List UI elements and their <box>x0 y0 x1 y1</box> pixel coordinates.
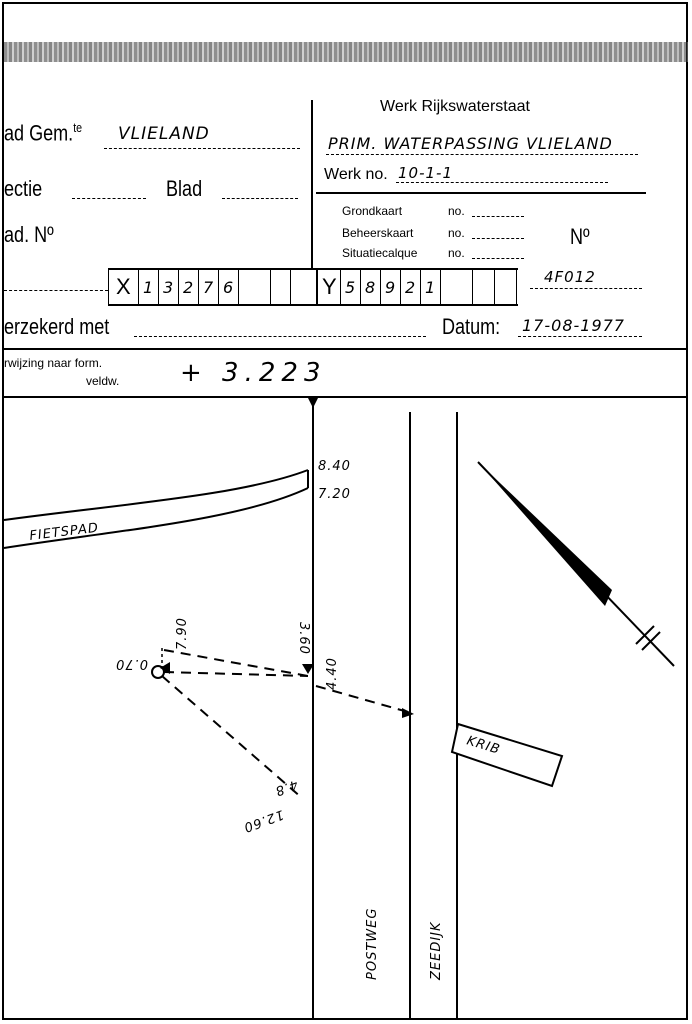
measure-360: 3.60 <box>296 622 311 655</box>
measure-790: 7.90 <box>175 617 190 650</box>
verwijzing-label: rwijzing naar form. <box>4 356 103 370</box>
veldw-label: veldw. <box>86 374 120 388</box>
situatiecalque-no-label: no. <box>448 246 465 260</box>
y-digit: 8 <box>365 278 376 297</box>
measure-070: 0.70 <box>115 656 148 671</box>
measure-1260: 12.60 <box>240 806 286 835</box>
y-digit: 2 <box>405 278 416 297</box>
werk-name: PRIM. WATERPASSING VLIELAND <box>328 134 613 153</box>
number-big-label: Nº <box>570 224 590 249</box>
fietspad-upper <box>4 470 308 520</box>
x-digit: 2 <box>183 278 194 297</box>
measure-720: 7.20 <box>318 487 351 502</box>
werk-title: Werk Rijkswaterstaat <box>380 98 530 115</box>
measure-48: 4.8 <box>272 776 300 799</box>
situatiecalque-label: Situatiecalque <box>342 246 418 260</box>
fietspad-label: FIETSPAD <box>28 520 100 544</box>
gemeente-value: VLIELAND <box>118 124 210 144</box>
x-digit: 1 <box>143 278 154 297</box>
kadastraal-label: ad. Nº <box>4 222 54 247</box>
postweg-arrow <box>308 398 318 408</box>
datum-label: Datum: <box>442 314 501 339</box>
krib-arrow <box>402 708 414 718</box>
measure-440: 4.40 <box>325 657 340 690</box>
gemeente-label: ad Gem.$^{te}$ <box>4 120 83 146</box>
measure-line-1260 <box>162 676 302 798</box>
beheerskaart-no-label: no. <box>448 226 465 240</box>
measure-840: 8.40 <box>318 459 351 474</box>
werk-no-label: Werk no. <box>324 166 388 183</box>
zeedijk-label: ZEEDIJK <box>429 921 444 980</box>
sectie-label: ectie <box>4 176 43 201</box>
height-value: + 3.223 <box>180 358 327 388</box>
y-label: Y <box>322 274 337 299</box>
datum-value: 17-08-1977 <box>522 316 625 335</box>
grondkaart-label: Grondkaart <box>342 204 403 218</box>
y-digit: 1 <box>425 278 436 297</box>
number-big-value: 4F012 <box>544 268 596 286</box>
grondkaart-no-label: no. <box>448 204 465 218</box>
werk-no-value: 10-1-1 <box>398 164 453 182</box>
x-digit: 3 <box>163 278 174 297</box>
postweg-label: POSTWEG <box>365 907 380 980</box>
x-digit: 6 <box>223 278 234 297</box>
beheerskaart-label: Beheerskaart <box>342 226 414 240</box>
x-label: X <box>116 274 131 299</box>
y-digit: 9 <box>385 278 396 297</box>
y-digit: 5 <box>345 278 356 297</box>
krib-label: KRIB <box>464 733 503 758</box>
x-digit: 7 <box>203 278 214 297</box>
verzekerd-label: erzekerd met <box>4 314 110 339</box>
blad-label: Blad <box>166 176 203 201</box>
